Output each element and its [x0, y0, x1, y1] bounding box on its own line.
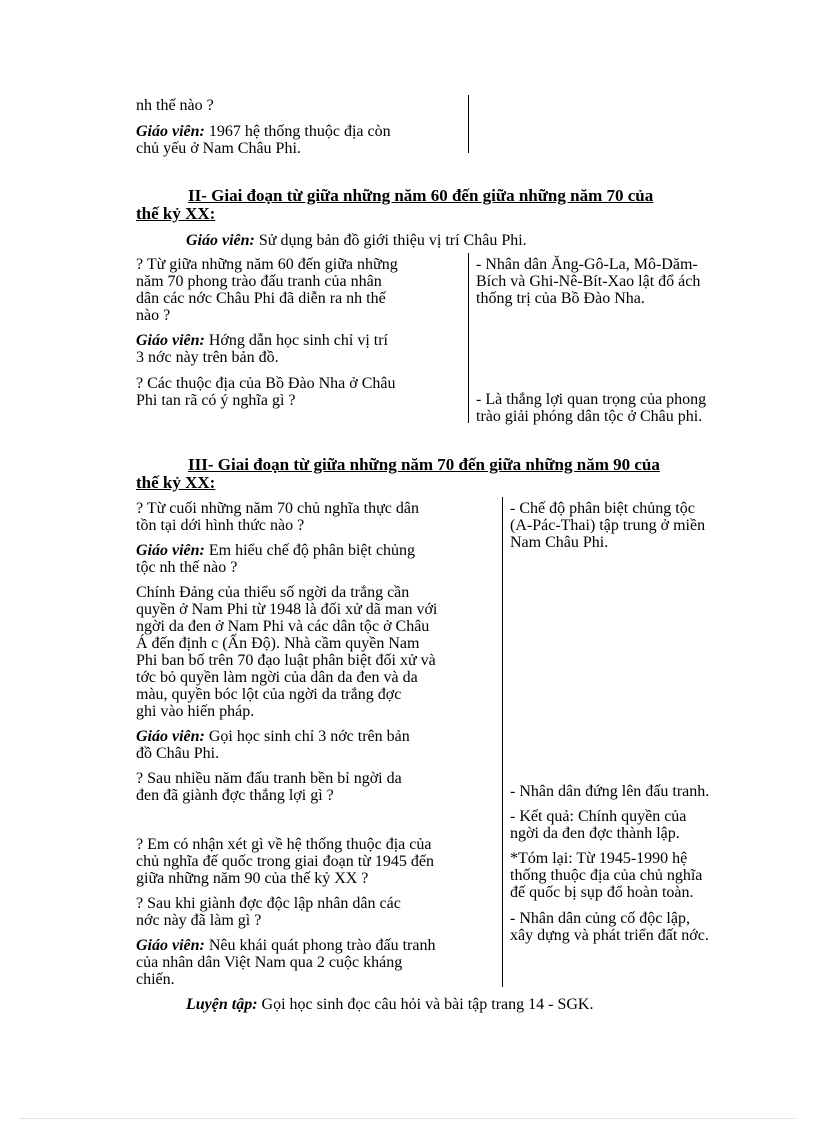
teacher-note-text: Gọi học sinh chỉ 3 nớc trên bản: [204, 728, 410, 745]
teacher-label: Giáo viên:: [136, 123, 205, 140]
question-line: nào ?: [136, 307, 171, 324]
question-line: Phi tan rã có ý nghĩa gì ?: [136, 392, 296, 409]
answer-line: - Nhân dân đứng lên đấu tranh.: [510, 783, 710, 800]
answer-line: - Nhân dân Ăng-Gô-La, Mô-Dăm-: [476, 256, 698, 273]
teacher-note-line2: của nhân dân Việt Nam qua 2 cuộc kháng: [136, 954, 403, 971]
answer-line: trào giải phóng dân tộc ở Châu phi.: [476, 408, 703, 425]
question-line: năm 70 phong trào đấu tranh của nhân: [136, 273, 382, 290]
question-line: ? Các thuộc địa của Bồ Đào Nha ở Châu: [136, 375, 396, 392]
answer-line: (A-Pác-Thai) tập trung ở miền: [510, 517, 706, 534]
question-line: tồn tại dới hình thức nào ?: [136, 517, 305, 534]
question-line: ? Từ cuối những năm 70 chủ nghĩa thực dân: [136, 500, 419, 517]
answer-line: đế quốc bị sụp đổ hoàn toàn.: [510, 884, 694, 901]
answer-line: ngời da đen đợc thành lập.: [510, 825, 680, 842]
paragraph-line: Phi ban bố trên 70 đạo luật phân biệt đối xử và: [136, 652, 436, 669]
continued-question: nh thế nào ?: [136, 97, 214, 114]
page-bottom-border: [20, 1118, 796, 1119]
question-line: giữa những năm 90 của thế kỷ XX ?: [136, 870, 369, 887]
paragraph-line: Chính Đảng của thiểu số ngời da trắng cần: [136, 584, 410, 601]
question-line: ? Từ giữa những năm 60 đến giữa những: [136, 256, 398, 273]
practice-line: [186, 996, 593, 1013]
paragraph-line: ngời da đen ở Nam Phi và các dân tộc ở Châu: [136, 618, 430, 635]
practice-text: Gọi học sinh đọc câu hỏi và bài tập trang 14 - SGK.: [257, 996, 594, 1013]
section-heading-3-line2: thế kỷ XX:: [136, 473, 216, 492]
paragraph-line: quyền ở Nam Phi từ 1948 là đối xử dã man với: [136, 601, 438, 618]
paragraph-line: Á đến định c (Ấn Độ). Nhà cầm quyền Nam: [136, 635, 420, 652]
answer-line: thống thuộc địa của chủ nghĩa: [510, 867, 703, 884]
question-line: nớc này đã làm gì ?: [136, 912, 262, 929]
column-divider: [468, 95, 469, 153]
question-line: ? Sau khi giành đợc độc lập nhân dân các: [136, 895, 401, 912]
column-divider: [468, 253, 469, 423]
section-heading-3: III- Giai đoạn từ giữa những năm 70 đến giữa những năm 90 của: [188, 455, 660, 474]
teacher-label: Giáo viên:: [136, 728, 205, 745]
section2-intro: [186, 232, 527, 249]
answer-line: - Là thắng lợi quan trọng của phong: [476, 391, 707, 408]
teacher-label: Giáo viên:: [136, 937, 205, 954]
section-heading-2: II- Giai đoạn từ giữa những năm 60 đến giữa những năm 70 của: [188, 186, 654, 205]
teacher-note-text: Hớng dẫn học sinh chỉ vị trí: [204, 332, 388, 349]
teacher-label: Giáo viên:: [136, 332, 205, 349]
question-line: ? Sau nhiều năm đấu tranh bền bỉ ngời da: [136, 770, 402, 787]
question-line: đen đã giành đợc thắng lợi gì ?: [136, 787, 334, 804]
answer-line: - Chế độ phân biệt chủng tộc: [510, 500, 695, 517]
paragraph-line: ghi vào hiến pháp.: [136, 703, 255, 720]
answer-line: thống trị của Bồ Đào Nha.: [476, 290, 645, 307]
practice-label: Luyện tập:: [186, 996, 258, 1013]
teacher-note-text: Em hiểu chế độ phân biệt chủng: [204, 542, 416, 559]
teacher-note-line2: 3 nớc này trên bản đồ.: [136, 349, 279, 366]
teacher-note-line2: đồ Châu Phi.: [136, 745, 220, 762]
section-heading-2-line2: thế kỷ XX:: [136, 204, 216, 223]
answer-line: xây dựng và phát triển đất nớc.: [510, 927, 709, 944]
teacher-note: [136, 332, 388, 349]
answer-line: Bích và Ghi-Nê-Bít-Xao lật đổ ách: [476, 273, 701, 290]
answer-line: Nam Châu Phi.: [510, 534, 609, 551]
teacher-note-line2: chủ yếu ở Nam Châu Phi.: [136, 140, 301, 157]
paragraph-line: tớc bỏ quyền làm ngời của dân da đen và da: [136, 669, 418, 686]
column-divider: [502, 497, 503, 987]
teacher-note-text: Nêu khái quát phong trào đấu tranh: [204, 937, 436, 954]
intro-text: Sử dụng bản đồ giới thiệu vị trí Châu Phi.: [254, 232, 527, 249]
question-line: dân các nớc Châu Phi đã diễn ra nh thế: [136, 290, 386, 307]
teacher-note-line3: chiến.: [136, 971, 175, 988]
answer-line: *Tóm lại: Từ 1945-1990 hệ: [510, 850, 688, 867]
teacher-note: [136, 542, 415, 559]
answer-line: - Kết quả: Chính quyền của: [510, 808, 687, 825]
question-line: ? Em có nhận xét gì về hệ thống thuộc địa của: [136, 836, 432, 853]
teacher-note: [136, 937, 435, 954]
teacher-note: [136, 123, 391, 140]
question-line: chủ nghĩa đế quốc trong giai đoạn từ 1945 đến: [136, 853, 434, 870]
teacher-note-line2: tộc nh thế nào ?: [136, 559, 238, 576]
paragraph-line: màu, quyền bóc lột của ngời da trắng đợc: [136, 686, 402, 703]
answer-line: - Nhân dân củng cố độc lập,: [510, 910, 690, 927]
teacher-label: Giáo viên:: [186, 232, 255, 249]
teacher-note-text: 1967 hệ thống thuộc địa còn: [204, 123, 391, 140]
teacher-note: [136, 728, 410, 745]
teacher-label: Giáo viên:: [136, 542, 205, 559]
